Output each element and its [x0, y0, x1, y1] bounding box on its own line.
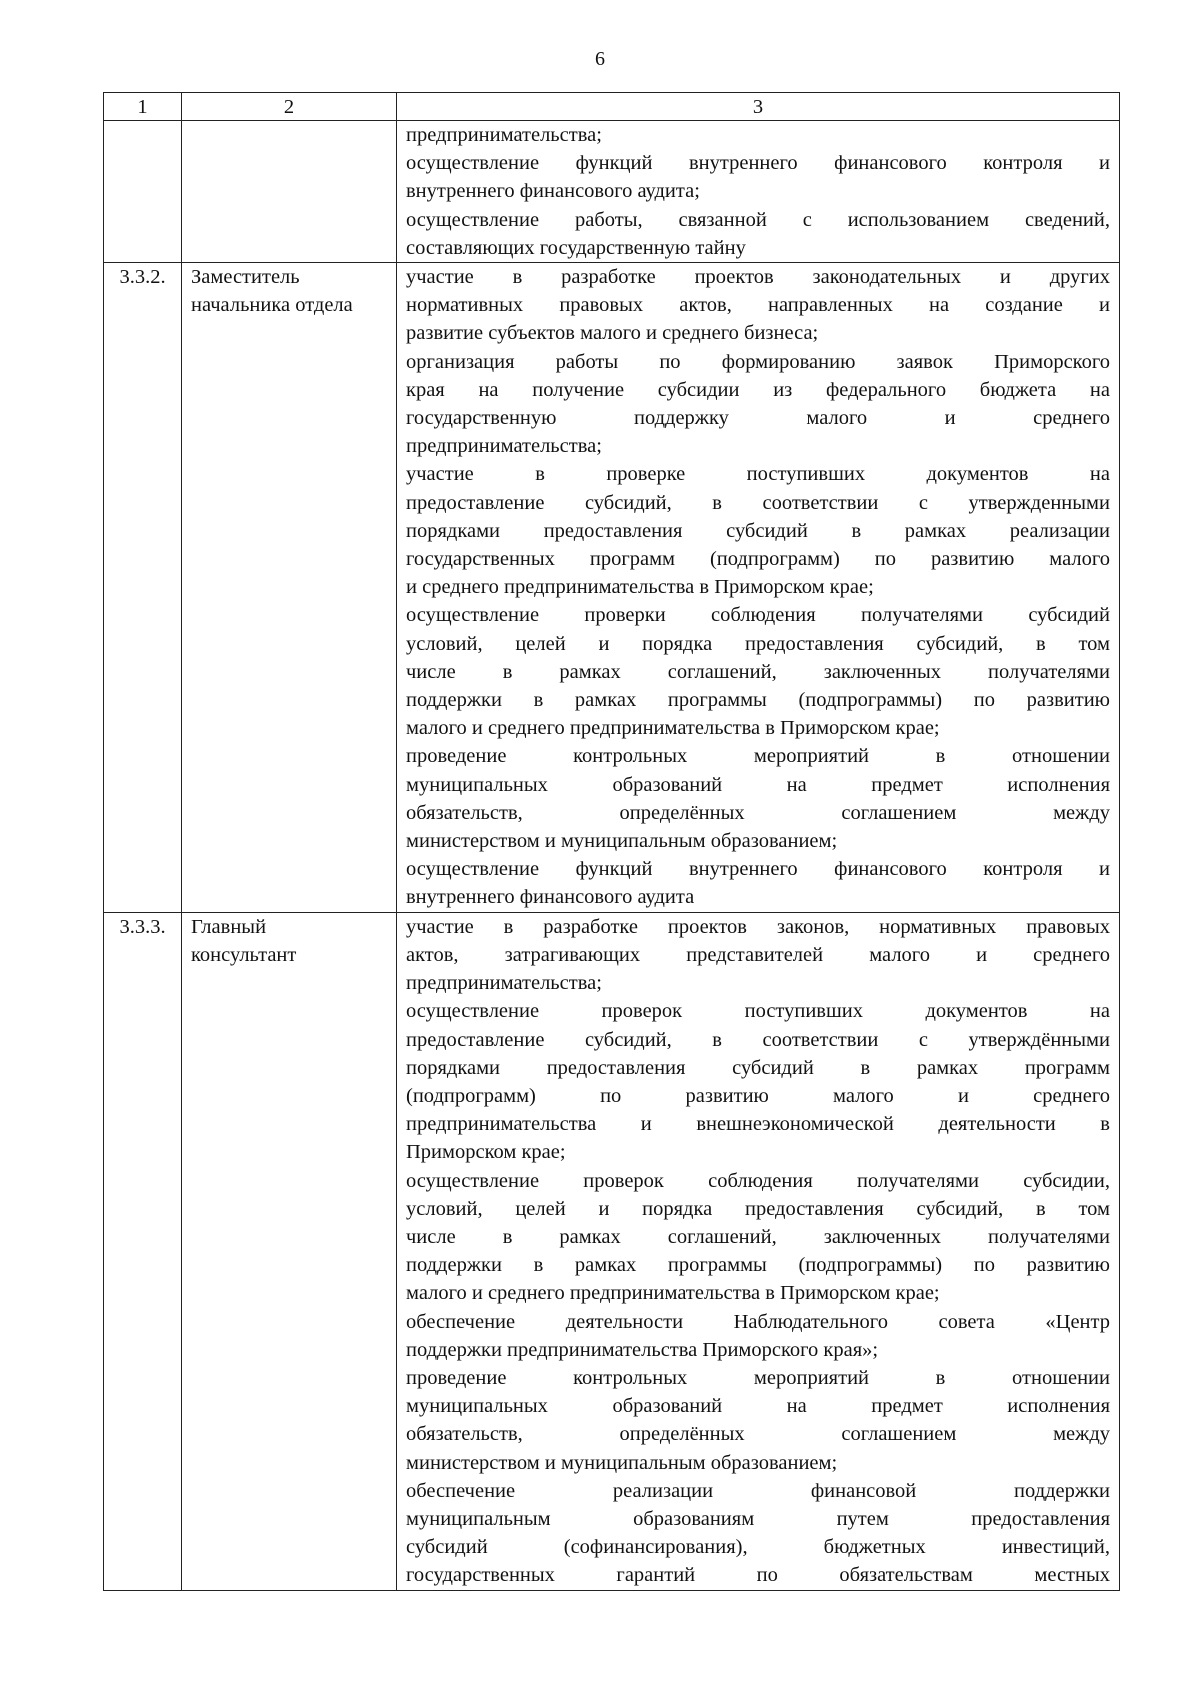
position-line: консультант [191, 943, 297, 966]
duty-line: предоставление субсидий, в соответствии с утверждёнными [406, 1028, 1110, 1051]
header-row [104, 93, 1120, 121]
duty-line: обязательств, определённых соглашением между [406, 1423, 1110, 1446]
header-cell-1: 1 [104, 93, 182, 121]
duty-line: актов, затрагивающих представителей малого и среднего [406, 943, 1110, 966]
duty-line: порядками предоставления субсидий в рамках реализации [406, 519, 1110, 542]
duty-line: развитие субъектов малого и среднего бизнеса; [406, 322, 819, 345]
duty-line: малого и среднего предпринимательства в Приморском крае; [406, 1282, 940, 1305]
duty-line: проведение контрольных мероприятий в отношении [406, 1366, 1110, 1389]
duty-line: числе в рамках соглашений, заключенных получателями [406, 660, 1110, 683]
duty-line: предпринимательства и внешнеэкономической деятельности в [406, 1113, 1110, 1136]
duty-line: обеспечение деятельности Наблюдательного совета «Центр [406, 1310, 1110, 1333]
table-row [104, 121, 1120, 263]
duty-line: предоставление субсидий, в соответствии с утвержденными [406, 491, 1110, 514]
duty-line: составляющих государственную тайну [406, 236, 746, 259]
duty-line: муниципальных образований на предмет исполнения [406, 773, 1110, 796]
duty-line: муниципальных образований на предмет исполнения [406, 1395, 1110, 1418]
duties-cell [397, 121, 1120, 263]
duty-line: края на получение субсидии из федерального бюджета на [406, 378, 1110, 401]
duty-line: обеспечение реализации финансовой поддержки [406, 1479, 1110, 1502]
duty-line: Приморском крае; [406, 1141, 566, 1164]
duty-line: предпринимательства; [406, 972, 602, 995]
duty-line: осуществление работы, связанной с использованием сведений, [406, 208, 1110, 231]
row-number [104, 121, 182, 263]
duty-line: организация работы по формированию заявок Приморского [406, 350, 1110, 373]
duty-line: осуществление проверки соблюдения получателями субсидий [406, 604, 1110, 627]
duty-line: участие в разработке проектов законов, нормативных правовых [406, 915, 1110, 938]
page-number: 6 [595, 48, 605, 70]
duty-line: осуществление проверок поступивших документов на [406, 1000, 1110, 1023]
duties-cell [397, 263, 1120, 913]
duty-line: числе в рамках соглашений, заключенных получателями [406, 1225, 1110, 1248]
table-row [104, 912, 1120, 1590]
duty-line: (подпрограмм) по развитию малого и среднего [406, 1084, 1110, 1107]
duty-line: внутреннего финансового аудита; [406, 180, 700, 203]
row-number: 3.3.3. [104, 912, 182, 1590]
duty-line: поддержки предпринимательства Приморского края»; [406, 1338, 879, 1361]
position-cell [182, 263, 397, 913]
duty-line: проведение контрольных мероприятий в отношении [406, 745, 1110, 768]
duty-line: участие в проверке поступивших документов на [406, 463, 1110, 486]
duty-line: внутреннего финансового аудита [406, 886, 695, 909]
duties-cell [397, 912, 1120, 1590]
duty-line: порядками предоставления субсидий в рамках программ [406, 1056, 1110, 1079]
duty-line: министерством и муниципальным образованием; [406, 830, 838, 853]
duty-line: осуществление функций внутреннего финансового контроля и [406, 858, 1110, 881]
duty-line: субсидий (софинансирования), бюджетных инвестиций, [406, 1536, 1110, 1559]
duty-line: обязательств, определённых соглашением между [406, 801, 1110, 824]
position-cell [182, 912, 397, 1590]
duty-line: малого и среднего предпринимательства в Приморском крае; [406, 717, 940, 740]
position-line: начальника отдела [191, 294, 353, 317]
duty-line: участие в разработке проектов законодательных и других [406, 266, 1110, 289]
position-line: Заместитель [191, 266, 300, 289]
duty-line: государственных гарантий по обязательствам местных [406, 1564, 1110, 1587]
table-row [104, 263, 1120, 913]
positions-table [103, 92, 1120, 1591]
duty-line: осуществление проверок соблюдения получателями субсидии, [406, 1169, 1110, 1192]
duty-line: условий, целей и порядка предоставления субсидий, в том [406, 632, 1110, 655]
duty-line: муниципальным образованиям путем предоставления [406, 1507, 1110, 1530]
duty-line: министерством и муниципальным образованием; [406, 1451, 838, 1474]
duty-line: осуществление функций внутреннего финансового контроля и [406, 152, 1110, 175]
duty-line: нормативных правовых актов, направленных на создание и [406, 294, 1110, 317]
duty-line: государственных программ (подпрограмм) по развитию малого [406, 548, 1110, 571]
duty-line: предпринимательства; [406, 435, 602, 458]
position-line: Главный [191, 915, 267, 938]
duty-line: поддержки в рамках программы (подпрограммы) по развитию [406, 1254, 1110, 1277]
duty-line: предпринимательства; [406, 124, 602, 146]
duty-line: условий, целей и порядка предоставления субсидий, в том [406, 1197, 1110, 1220]
header-cell-3: 3 [397, 93, 1120, 121]
header-cell-2: 2 [182, 93, 397, 121]
position-cell [182, 121, 397, 263]
duty-line: поддержки в рамках программы (подпрограммы) по развитию [406, 689, 1110, 712]
duty-line: государственную поддержку малого и среднего [406, 407, 1110, 430]
duty-line: и среднего предпринимательства в Приморском крае; [406, 576, 874, 599]
row-number: 3.3.2. [104, 263, 182, 913]
